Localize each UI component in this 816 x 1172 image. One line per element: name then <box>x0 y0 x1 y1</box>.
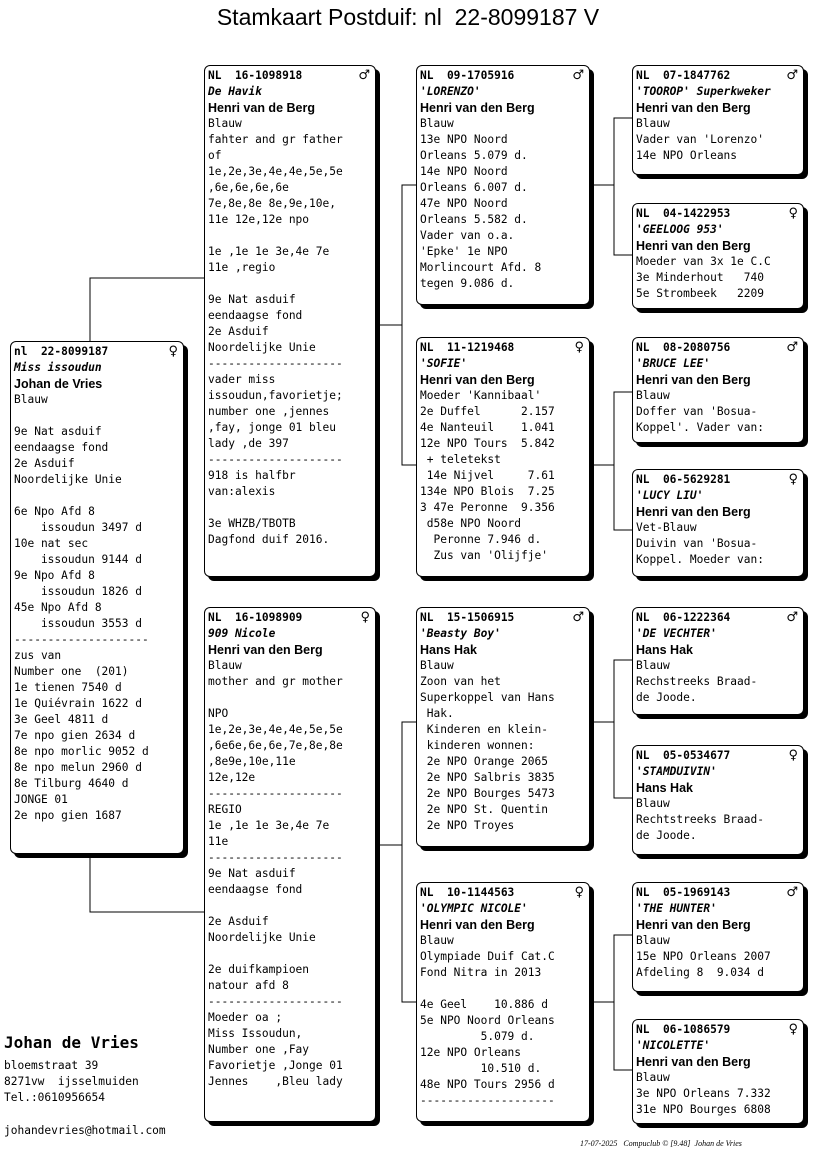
pigeon-info-line: of <box>208 149 222 162</box>
pigeon-info-line: 9e Nat asduif <box>208 293 296 306</box>
pigeon-card-mother[interactable] <box>204 607 376 1122</box>
pigeon-info-line: 8e npo melun 2960 d <box>14 761 142 774</box>
pigeon-owner: Henri van den Berg <box>208 643 323 657</box>
ring-number-text: NL 09-1705916 <box>420 69 515 82</box>
connector-ff-parents <box>590 118 632 255</box>
pigeon-name: 'DE VECHTER' <box>636 627 717 640</box>
ring-number <box>636 206 803 222</box>
pigeon-info-line: 7e npo gien 2634 d <box>14 729 136 742</box>
breeder-name: Johan de Vries <box>4 1033 139 1052</box>
ring-number <box>636 340 803 356</box>
pigeon-info-line: 1e ,1e 1e 3e,4e 7e <box>208 245 330 258</box>
pigeon-info-line: 3e NPO Orleans 7.332 <box>636 1087 771 1100</box>
pigeon-owner: Hans Hak <box>420 643 477 657</box>
male-symbol-icon: ♂ <box>786 610 798 625</box>
pigeon-info-line: Rechtstreeks Braad- <box>636 813 764 826</box>
pigeon-info-line: NPO <box>208 707 229 720</box>
pigeon-info-line: -------------------- <box>208 453 343 466</box>
pigeon-info-line: Miss Issoudun, <box>208 1027 303 1040</box>
pigeon-info-line: 1e,2e,3e,4e,4e,5e,5e <box>208 165 343 178</box>
pigeon-info-line: number one ,jennes <box>208 405 330 418</box>
pigeon-info-line: Hak. <box>420 707 454 720</box>
pigeon-info-line: 1e Quiévrain 1622 d <box>14 697 142 710</box>
connector-subject-mother <box>90 856 204 912</box>
pigeon-info-line: Blauw <box>636 934 670 947</box>
pigeon-info-line: de Joode. <box>636 829 697 842</box>
pigeon-info-line <box>420 981 589 997</box>
pigeon-info-line: 2e NPO Bourges 5473 <box>420 787 555 800</box>
pigeon-info-line: 2e NPO Salbris 3835 <box>420 771 555 784</box>
pigeon-info-line: Moeder van 3x 1e C.C <box>636 255 771 268</box>
print-footer: 17-07-2025 Compuclub © [9.48] Johan de Vries <box>580 1139 742 1148</box>
ring-number-text: nl 22-8099187 <box>14 345 109 358</box>
pigeon-info-line: Koppel'. Vader van: <box>636 421 764 434</box>
pigeon-info-line: ,fay, jonge 01 bleu <box>208 421 336 434</box>
pigeon-owner: Henri van den Berg <box>636 373 751 387</box>
pigeon-info-line <box>208 946 375 962</box>
pigeon-info-line: Afdeling 8 9.034 d <box>636 966 764 979</box>
pigeon-info-line: issoudun 9144 d <box>14 553 142 566</box>
ring-number-text: NL 15-1506915 <box>420 611 515 624</box>
pigeon-name: 'OLYMPIC NICOLE' <box>420 902 528 915</box>
pigeon-info-line: 6e Npo Afd 8 <box>14 505 95 518</box>
pigeon-info-line: JONGE 01 <box>14 793 68 806</box>
pigeon-info-line: 45e Npo Afd 8 <box>14 601 102 614</box>
pigeon-info-line: Blauw <box>636 389 670 402</box>
pigeon-info-line: 15e NPO Orleans 2007 <box>636 950 771 963</box>
pigeon-info-line: lady ,de 397 <box>208 437 289 450</box>
female-symbol-icon: ♀ <box>574 340 584 355</box>
pigeon-info-line: 8e Tilburg 4640 d <box>14 777 129 790</box>
pigeon-card-ff-mother[interactable] <box>632 203 804 309</box>
pigeon-owner: Henri van den Berg <box>636 101 751 115</box>
pigeon-info-line: 10e nat sec <box>14 537 89 550</box>
pigeon-info-line: 2e Asduif <box>14 457 75 470</box>
ring-number-text: NL 11-1219468 <box>420 341 515 354</box>
ring-number <box>636 885 803 901</box>
pigeon-info-line: 3e Minderhout 740 <box>636 271 764 284</box>
connector-mf-parents <box>590 660 632 798</box>
pigeon-info-line: Zus van 'Olijfje' <box>420 549 548 562</box>
pigeon-owner: Henri van den Berg <box>420 101 535 115</box>
ring-number <box>420 610 589 626</box>
pigeon-info-line: 1e,2e,3e,4e,4e,5e,5e <box>208 723 343 736</box>
pigeon-info-line: 5.079 d. <box>420 1030 535 1043</box>
pigeon-info-line: 31e NPO Bourges 6808 <box>636 1103 771 1116</box>
pigeon-card-ff-father[interactable] <box>632 65 804 175</box>
pigeon-card-father[interactable] <box>204 65 376 577</box>
pigeon-info-line: Blauw <box>420 934 454 947</box>
ring-number <box>208 68 375 84</box>
pigeon-info-line: Peronne 7.946 d. <box>420 533 542 546</box>
pigeon-info-line: Blauw <box>636 117 670 130</box>
pigeon-owner: Henri van den Berg <box>420 373 535 387</box>
ring-number <box>636 748 803 764</box>
male-symbol-icon: ♂ <box>572 68 584 83</box>
page-title: Stamkaart Postduif: nl 22-8099187 V <box>216 4 600 30</box>
pigeon-info-line: Orleans 6.007 d. <box>420 181 528 194</box>
pigeon-info-line: Doffer van 'Bosua- <box>636 405 758 418</box>
pigeon-info-line: natour afd 8 <box>208 979 289 992</box>
ring-number <box>420 340 589 356</box>
pigeon-info-line: Rechstreeks Braad- <box>636 675 758 688</box>
pigeon-info-line: eendaagse fond <box>208 309 303 322</box>
ring-number <box>636 68 803 84</box>
pigeon-info-line: -------------------- <box>208 851 343 864</box>
pigeon-info-line: tegen 9.086 d. <box>420 277 515 290</box>
pigeon-info-line: Morlincourt Afd. 8 <box>420 261 542 274</box>
female-symbol-icon: ♀ <box>574 885 584 900</box>
pigeon-info-line: Noordelijke Unie <box>208 931 316 944</box>
pigeon-card-subject[interactable] <box>10 341 184 854</box>
ring-number-text: NL 16-1098909 <box>208 611 303 624</box>
pigeon-info-line: eendaagse fond <box>208 883 303 896</box>
pigeon-info-line: Blauw <box>420 659 454 672</box>
pigeon-info-line: de Joode. <box>636 691 697 704</box>
pigeon-info-line: 12e NPO Tours 5.842 <box>420 437 555 450</box>
pigeon-info-line: Orleans 5.582 d. <box>420 213 528 226</box>
pigeon-info-line: zus van <box>14 649 62 662</box>
pigeon-info-line: issoudun 1826 d <box>14 585 142 598</box>
pigeon-info-line: 12e,12e <box>208 771 256 784</box>
pigeon-info-line: issoudun 3497 d <box>14 521 142 534</box>
female-symbol-icon: ♀ <box>788 472 798 487</box>
pigeon-info-line: 2e duifkampioen <box>208 963 310 976</box>
pigeon-card-maternal-grandfather[interactable] <box>416 607 590 847</box>
pigeon-info-line: 11e ,regio <box>208 261 276 274</box>
pigeon-card-mf-mother[interactable] <box>632 745 804 855</box>
pigeon-info-line: van:alexis <box>208 485 276 498</box>
pigeon-info-line: Jennes ,Bleu lady <box>208 1075 343 1088</box>
pigeon-name: 909 Nicole <box>208 627 276 640</box>
pigeon-card-mf-father[interactable] <box>632 607 804 715</box>
pigeon-info-line: 7e,8e,8e 8e,9e,10e, <box>208 197 336 210</box>
pigeon-info-line: Kinderen en klein- <box>420 723 548 736</box>
pigeon-info-line: 47e NPO Noord <box>420 197 508 210</box>
pigeon-card-fm-father[interactable] <box>632 337 804 443</box>
pigeon-info-line: Dagfond duif 2016. <box>208 533 330 546</box>
pigeon-info-line: -------------------- <box>208 357 343 370</box>
pigeon-info-line: 9e Nat asduif <box>208 867 296 880</box>
pigeon-owner: Henri van den Berg <box>636 918 751 932</box>
ring-number <box>636 1022 803 1038</box>
ring-number <box>208 610 375 626</box>
pigeon-info-line: Number one (201) <box>14 665 129 678</box>
pigeon-info-line: kinderen wonnen: <box>420 739 535 752</box>
pigeon-info-line: Blauw <box>208 659 242 672</box>
pigeon-owner: Hans Hak <box>636 643 693 657</box>
breeder-city: 8271vw ijsselmuiden <box>4 1075 139 1088</box>
pigeon-info-line: Vader van 'Lorenzo' <box>636 133 764 146</box>
pigeon-owner: Henri van de Berg <box>208 101 315 115</box>
pigeon-info-line: fahter and gr father <box>208 133 343 146</box>
pigeon-info-line: 2e NPO Troyes <box>420 819 515 832</box>
ring-number <box>420 885 589 901</box>
connector-subject-father <box>90 278 204 342</box>
pigeon-info-line: 10.510 d. <box>420 1062 542 1075</box>
pigeon-card-paternal-grandfather[interactable] <box>416 65 590 305</box>
pigeon-info-line: -------------------- <box>14 633 149 646</box>
pigeon-name: 'LORENZO' <box>420 85 481 98</box>
pigeon-name: 'TOOROP' Superkweker <box>636 85 771 98</box>
pigeon-name: 'STAMDUIVIN' <box>636 765 717 778</box>
pigeon-info-line: 8e npo morlic 9052 d <box>14 745 149 758</box>
pigeon-name: 'LUCY LIU' <box>636 489 704 502</box>
pigeon-info-line: Duivin van 'Bosua- <box>636 537 758 550</box>
pigeon-name: De Havik <box>208 85 262 98</box>
pigeon-info-line: 12e NPO Orleans <box>420 1046 522 1059</box>
breeder-phone: Tel.:0610956654 <box>4 1091 106 1104</box>
female-symbol-icon: ♀ <box>788 1022 798 1037</box>
pigeon-info-line: Blauw <box>636 659 670 672</box>
ring-number-text: NL 08-2080756 <box>636 341 731 354</box>
pigeon-info-line: Noordelijke Unie <box>208 341 316 354</box>
pigeon-owner: Johan de Vries <box>14 377 103 391</box>
pigeon-info-line: mother and gr mother <box>208 675 343 688</box>
pigeon-info-line <box>208 690 375 706</box>
connector-mm-parents <box>590 935 632 1070</box>
pigeon-info-line: Blauw <box>636 1071 670 1084</box>
pigeon-info-line: 1e tienen 7540 d <box>14 681 122 694</box>
pigeon-info-line: ,6e6e,6e,6e,7e,8e,8e <box>208 739 343 752</box>
connector-father-parents <box>376 185 416 465</box>
pigeon-info-line: Vader van o.a. <box>420 229 515 242</box>
female-symbol-icon: ♀ <box>788 748 798 763</box>
female-symbol-icon: ♀ <box>360 610 370 625</box>
pigeon-info-line: 4e Geel 10.886 d <box>420 998 548 1011</box>
pigeon-info-line: Number one ,Fay <box>208 1043 310 1056</box>
pigeon-info-line: 3e Geel 4811 d <box>14 713 109 726</box>
pigeon-info-line: vader miss <box>208 373 276 386</box>
pigeon-info-line: Koppel. Moeder van: <box>636 553 764 566</box>
ring-number-text: NL 16-1098918 <box>208 69 303 82</box>
pigeon-info-line: Blauw <box>14 393 48 406</box>
pigeon-info-line: 9e Nat asduif <box>14 425 102 438</box>
pigeon-info-line <box>14 488 183 504</box>
ring-number <box>14 344 183 360</box>
pigeon-info-line: REGIO <box>208 803 242 816</box>
female-symbol-icon: ♀ <box>168 344 178 359</box>
connector-fm-parents <box>590 392 632 530</box>
pigeon-info-line: -------------------- <box>420 1094 555 1107</box>
male-symbol-icon: ♂ <box>572 610 584 625</box>
ring-number-text: NL 06-1222364 <box>636 611 731 624</box>
pigeon-owner: Henri van den Berg <box>636 239 751 253</box>
pigeon-name: Miss issoudun <box>14 361 102 374</box>
pigeon-info-line: Superkoppel van Hans <box>420 691 555 704</box>
pigeon-info-line: ,6e,6e,6e,6e <box>208 181 289 194</box>
pigeon-info-line: Vet-Blauw <box>636 521 697 534</box>
pigeon-card-maternal-grandmother[interactable] <box>416 882 590 1122</box>
ring-number-text: NL 04-1422953 <box>636 207 731 220</box>
pigeon-card-paternal-grandmother[interactable] <box>416 337 590 577</box>
pigeon-info-line <box>208 276 375 292</box>
ring-number-text: NL 06-5629281 <box>636 473 731 486</box>
pigeon-info-line: Moeder oa ; <box>208 1011 283 1024</box>
ring-number <box>420 68 589 84</box>
pigeon-info-line: 2e Duffel 2.157 <box>420 405 555 418</box>
ring-number-text: NL 05-0534677 <box>636 749 731 762</box>
pigeon-info-line: 13e NPO Noord <box>420 133 508 146</box>
male-symbol-icon: ♂ <box>358 68 370 83</box>
pigeon-info-line: issoudun,favorietje; <box>208 389 343 402</box>
pigeon-info-line: 14e NPO Noord <box>420 165 508 178</box>
pigeon-info-line: 11e <box>208 835 229 848</box>
pigeon-info-line: + teletekst <box>420 453 501 466</box>
pigeon-info-line: 14e NPO Orleans <box>636 149 738 162</box>
pigeon-info-line: 2e Asduif <box>208 915 269 928</box>
connector-mother-parents <box>376 722 416 1002</box>
ring-number <box>636 472 803 488</box>
pigeon-info-line: Blauw <box>420 117 454 130</box>
pigeon-info-line: Olympiade Duif Cat.C <box>420 950 555 963</box>
pigeon-owner: Hans Hak <box>636 781 693 795</box>
pigeon-info-line: ,8e9e,10e,11e <box>208 755 296 768</box>
pigeon-info-line: 4e Nanteuil 1.041 <box>420 421 555 434</box>
ring-number <box>636 610 803 626</box>
pigeon-owner: Henri van den Berg <box>420 918 535 932</box>
male-symbol-icon: ♂ <box>786 885 798 900</box>
pigeon-info-line: -------------------- <box>208 995 343 1008</box>
pigeon-name: 'THE HUNTER' <box>636 902 717 915</box>
pigeon-info-line: -------------------- <box>208 787 343 800</box>
breeder-street: bloemstraat 39 <box>4 1059 99 1072</box>
pigeon-info-line: 2e Asduif <box>208 325 269 338</box>
ring-number-text: NL 10-1144563 <box>420 886 515 899</box>
pigeon-info-line: issoudun 3553 d <box>14 617 142 630</box>
pigeon-info-line <box>208 898 375 914</box>
pigeon-info-line: 'Epke' 1e NPO <box>420 245 508 258</box>
pigeon-info-line: Noordelijke Unie <box>14 473 122 486</box>
pigeon-info-line: 5e Strombeek 2209 <box>636 287 764 300</box>
pigeon-info-line: 2e NPO St. Quentin <box>420 803 548 816</box>
pigeon-info-line: 918 is halfbr <box>208 469 296 482</box>
breeder-email[interactable]: johandevries@hotmail.com <box>4 1124 166 1137</box>
pigeon-name: 'SOFIE' <box>420 357 468 370</box>
ring-number-text: NL 07-1847762 <box>636 69 731 82</box>
pigeon-card-fm-mother[interactable] <box>632 469 804 577</box>
pigeon-info-line: 5e NPO Noord Orleans <box>420 1014 555 1027</box>
pigeon-info-line: 3e WHZB/TBOTB <box>208 517 296 530</box>
ring-number-text: NL 06-1086579 <box>636 1023 731 1036</box>
pigeon-info-line <box>14 408 183 424</box>
pigeon-info-line: 2e NPO Orange 2065 <box>420 755 548 768</box>
pigeon-info-line: 14e Nijvel 7.61 <box>420 469 555 482</box>
male-symbol-icon: ♂ <box>786 340 798 355</box>
pigeon-info-line: d58e NPO Noord <box>420 517 522 530</box>
pigeon-info-line: Moeder 'Kannibaal' <box>420 389 542 402</box>
female-symbol-icon: ♀ <box>788 206 798 221</box>
pigeon-info-line: Zoon van het <box>420 675 501 688</box>
pigeon-name: 'BRUCE LEE' <box>636 357 711 370</box>
pigeon-card-mm-mother[interactable] <box>632 1019 804 1124</box>
pigeon-info-line: 2e npo gien 1687 <box>14 809 122 822</box>
pigeon-info-line: eendaagse fond <box>14 441 109 454</box>
pigeon-info-line: 3 47e Peronne 9.356 <box>420 501 555 514</box>
pigeon-info-line <box>208 500 375 516</box>
pigeon-owner: Henri van den Berg <box>636 505 751 519</box>
male-symbol-icon: ♂ <box>786 68 798 83</box>
pigeon-owner: Henri van den Berg <box>636 1055 751 1069</box>
ring-number-text: NL 05-1969143 <box>636 886 731 899</box>
pigeon-info-line: Blauw <box>208 117 242 130</box>
pigeon-info-line: 9e Npo Afd 8 <box>14 569 95 582</box>
pigeon-card-mm-father[interactable] <box>632 882 804 992</box>
pigeon-info-line: Fond Nitra in 2013 <box>420 966 542 979</box>
pigeon-info-line: Blauw <box>636 797 670 810</box>
pigeon-name: 'GEELOOG 953' <box>636 223 724 236</box>
pigeon-name: 'Beasty Boy' <box>420 627 501 640</box>
pigeon-info-line: Orleans 5.079 d. <box>420 149 528 162</box>
pigeon-name: 'NICOLETTE' <box>636 1039 711 1052</box>
pigeon-info-line: Favorietje ,Jonge 01 <box>208 1059 343 1072</box>
pigeon-info-line <box>208 228 375 244</box>
pigeon-info-line: 134e NPO Blois 7.25 <box>420 485 555 498</box>
pigeon-info-line: 1e ,1e 1e 3e,4e 7e <box>208 819 330 832</box>
pigeon-info-line: 11e 12e,12e npo <box>208 213 310 226</box>
pigeon-info-line: 48e NPO Tours 2956 d <box>420 1078 555 1091</box>
